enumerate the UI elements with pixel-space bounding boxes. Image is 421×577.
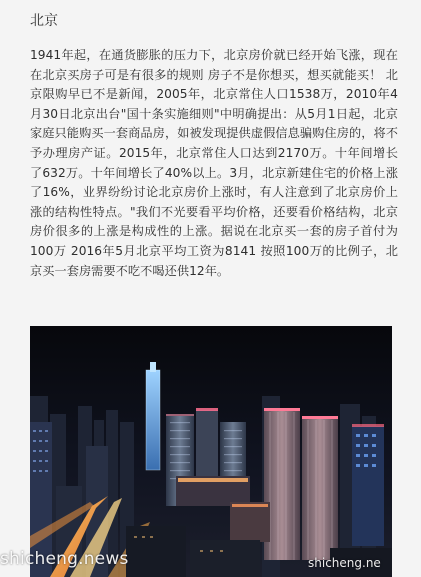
beijing-skyline-photo (30, 326, 392, 577)
article-paragraph: 1941年起，在通货膨胀的压力下，北京房价就已经开始飞涨，现在在北京买房子可是有很多的规则 房子不是你想买，想买就能买！ 北京限购早已不是新闻，2005年，北京常住人口1538万，2010年4月30日北京出台"国十条实施细则"中明确提出：从5月1日起，北京家庭只能购买一套商品房，如被发现提供虚假信息骗购住房的，将不予办理房产证。2015年，北京常住人口达到2170万。十年间增长了632万。十年间增长了40%以上。3月，北京新建住宅的价格上涨了16%，业界纷纷讨论北京房价上涨时，有人注意到了北京房价上涨的结构性特点。"我们不光要看平均价格，还要看价格结构，北京房价很多的上涨是构成性的上涨。据说在北京买一套的房子首付为100万 2016年5月北京平均工资为8141 按照100万的比例子，北京买一套房需要不吃不喝还供12年。 (30, 48, 398, 278)
city-heading: 北京 (30, 13, 58, 29)
article-body (30, 46, 398, 281)
skyline-illustration (30, 326, 392, 577)
watermark-right: shicheng.ne (308, 556, 381, 570)
watermark-left: shicheng.news (0, 549, 129, 569)
